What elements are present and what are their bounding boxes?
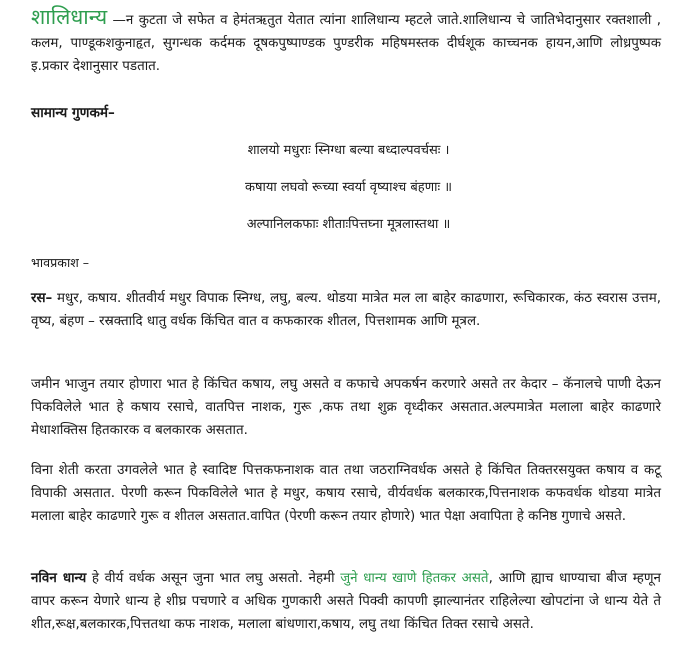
navin-text-after: , आणि ह्याच धाण्याचा बीज म्हणून वापर करून येणारे धान्य हे शीघ्र पचणारे व अधिक गुणकारी असते पिक्वी कापणी झाल्यानंतर राहिलेल्या खोपटांना जे धान्य येते ते शीत,रूक्ष,बलकारक,पित्ततथा कफ नाशक, मलाला बांधणारा,कषाय, लघु तथा किंचित तिक्त रसाचे असते. (31, 571, 661, 632)
navin-highlight: जुने धान्य खाणे हितकर असते (340, 571, 489, 586)
title-word: शालिधान्य (31, 5, 108, 29)
shloka-line: कषाया लघवो रूच्या स्वर्या वृष्याश्च बंहणाः ॥ (244, 180, 453, 195)
ras-text: मधुर, कषाय. शीतवीर्य मधुर विपाक स्निग्ध, लघु, बल्य. थोडया मात्रेत मल ला बाहेर काढणारा, रूचिकारक, कंठ स्वरास उत्तम, वृष्य, बंहण – रस्रक्तादि धातु वर्धक किंचित वात व कफकारक शीतल, पित्तशामक आणि मूत्रल. (31, 291, 661, 329)
section-heading: सामान्य गुणकर्म– (31, 105, 115, 121)
navin-text-before: हे वीर्य वर्धक असून जुना भात लघु असतो. नेहमी (86, 571, 341, 586)
shloka-line: अल्पानिलकफाः शीताःपित्तघ्ना मूत्रलास्तथा ॥ (246, 217, 451, 232)
kedar-paragraph: जमीन भाजुन तयार होणारा भात हे किंचित कषाय, लघु असते व कफाचे अपकर्षन करणारे असते तर केदार – कॅनालचे पाणी देऊन पिकविलेले भात हे कषाय रसाचे, वातपित्त नाशक, गुरू ,कफ तथा शुक्र वृध्दीकर असतात.अल्पमात्रेत मलाला बाहेर काढणारे मेधाशक्तिस हितकारक व बलकारक असतात. (31, 377, 661, 438)
ras-paragraph (31, 287, 661, 333)
navin-paragraph (31, 567, 661, 636)
vina-paragraph: विना शेती करता उगवलेले भात हे स्वादिष्ट पित्तकफनाशक वात तथा जठराग्निवर्धक असते हे किंचित तिक्तरसयुक्त कषाय व कटू विपाकी असतात. पेरणी करून पिकविलेले भात हे मधुर, कषाय रसाचे, वीर्यवर्धक बलकारक,पित्तनाशक कफवर्धक थोडया मात्रेत मलाला बाहेर काढणारे गुरू व शीतल असतात.वापित (पेरणी करून तयार होणारे) भात पेक्षा अवापिता हे कनिष्ठ गुणाचे असते. (31, 463, 661, 524)
ras-lead: रस– (31, 291, 53, 306)
navin-lead: नविन धान्य (31, 571, 87, 586)
intro-text: —न कुटता जे सफेत व हेमंतऋतुत येतात त्यांना शालिधान्य म्हटले जाते.शालिधान्य चे जातिभेदानुसार रक्तशाली , कलम, पाण्डूकशकुनाहृत, सुगन्धक कर्दमक दूषकपुष्पाण्डक पुण्डरीक महिषमस्तक दीर्घशूक काच्चनक हायन,आणि लोध्रपुष्पक इ.प्रकार देशानुसार पडतात. (31, 13, 661, 74)
bhavprakash-heading: भावप्रकाश – (31, 255, 90, 270)
shloka-line: शालयो मधुराः स्निग्धा बल्या बध्दाल्पवर्चसः । (247, 143, 450, 158)
intro-paragraph (31, 6, 661, 78)
